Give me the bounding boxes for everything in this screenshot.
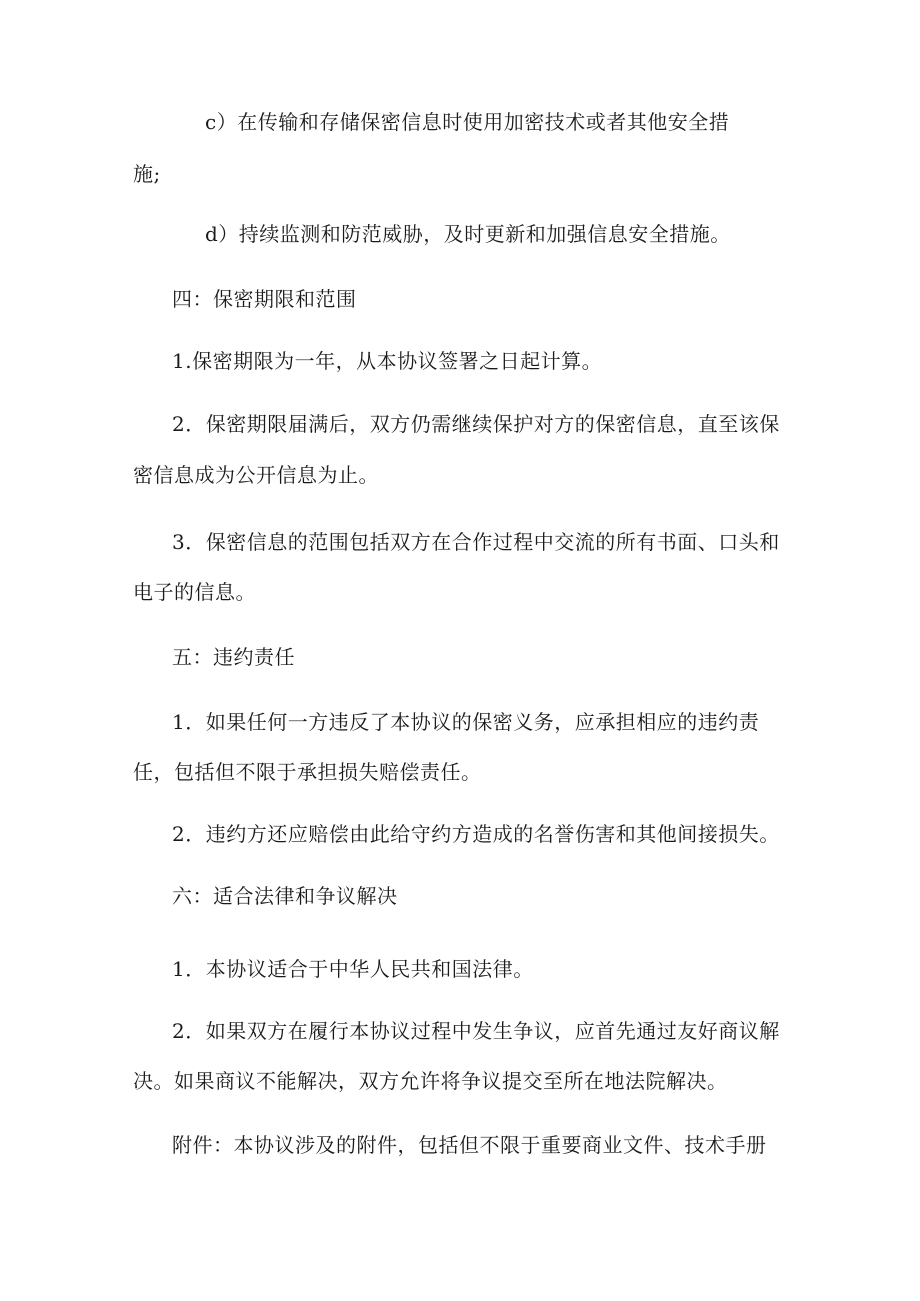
section-5-item-2: 2．违约方还应赔偿由此给守约方造成的名誉伤害和其他间接损失。: [172, 822, 780, 846]
section-6-item-1: 1．本协议适合于中华人民共和国法律。: [172, 957, 534, 981]
attachment-line: 附件：本协议涉及的附件，包括但不限于重要商业文件、技术手册: [172, 1133, 767, 1157]
section-4-item-2-line-1: 2．保密期限届满后，双方仍需继续保护对方的保密信息，直至该保: [172, 412, 780, 436]
section-6-item-2-line-1: 2．如果双方在履行本协议过程中发生争议，应首先通过友好商议解: [172, 1019, 780, 1043]
section-4-item-3-line-1: 3．保密信息的范围包括双方在合作过程中交流的所有书面、口头和: [172, 530, 780, 554]
section-5-item-1-line-1: 1．如果任何一方违反了本协议的保密义务，应承担相应的违约责: [172, 710, 760, 734]
paragraph-c-line-2: 施;: [133, 162, 161, 186]
paragraph-d: d）持续监测和防范威胁，及时更新和加强信息安全措施。: [205, 222, 731, 246]
section-4-item-3-line-2: 电子的信息。: [133, 580, 256, 604]
section-6-heading: 六：适合法律和争议解决: [172, 884, 398, 908]
section-5-heading: 五：违约责任: [172, 645, 295, 669]
section-4-item-2-line-2: 密信息成为公开信息为止。: [133, 463, 379, 487]
section-5-item-1-line-2: 任，包括但不限于承担损失赔偿责任。: [133, 760, 482, 784]
section-6-item-2-line-2: 决。如果商议不能解决，双方允许将争议提交至所在地法院解决。: [133, 1069, 728, 1093]
section-4-item-1: 1.保密期限为一年，从本协议签署之日起计算。: [172, 349, 603, 373]
paragraph-c-line-1: c）在传输和存储保密信息时使用加密技术或者其他安全措: [205, 110, 730, 134]
section-4-heading: 四：保密期限和范围: [172, 287, 357, 311]
